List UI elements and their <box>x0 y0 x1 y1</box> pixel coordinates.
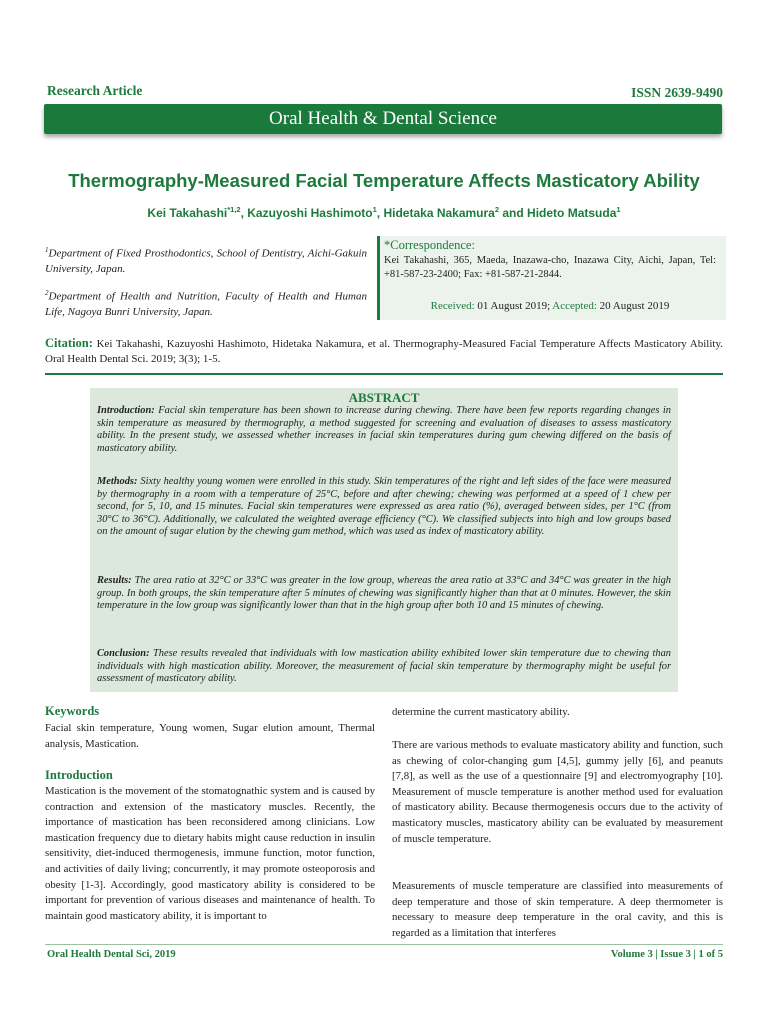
author-separator: and <box>499 206 528 220</box>
body-paragraph: Measurements of muscle temperature are classified into measurements of deep temperature and those of skin temperature. A deep thermometer is necessary to measure deep temperature in the oral cavity, and this is regarded as a limitation that interferes <box>392 880 723 939</box>
abstract-label: Results: <box>97 575 132 586</box>
abstract-label: Introduction: <box>97 405 155 416</box>
journal-name: Oral Health & Dental Science <box>269 108 497 129</box>
abstract-paragraph <box>97 575 671 613</box>
footer-divider <box>45 944 723 945</box>
correspondence-heading: *Correspondence: <box>384 238 475 252</box>
author-name: Hidetaka Nakamura <box>383 206 495 220</box>
paper-title: Thermography-Measured Facial Temperature Affects Masticatory Ability <box>68 170 700 191</box>
affiliation-mark: 1 <box>45 246 49 254</box>
keywords-heading: Keywords <box>45 704 100 718</box>
abstract-paragraph <box>97 405 671 455</box>
footer-pagination: Volume 3 | Issue 3 | 1 of 5 <box>610 949 723 960</box>
issn: ISSN 2639-9490 <box>631 85 723 100</box>
citation <box>45 336 723 367</box>
author-separator: , <box>376 206 384 220</box>
footer-journal: Oral Health Dental Sci, 2019 <box>47 949 176 960</box>
affiliation-mark: 2 <box>45 289 49 297</box>
author-affiliation-mark: 1 <box>616 205 621 214</box>
divider <box>45 373 723 375</box>
author-name: Hideto Matsuda <box>527 206 617 220</box>
dates-line <box>377 300 723 312</box>
author-affiliation-mark: 2 <box>494 205 500 214</box>
abstract-heading: ABSTRACT <box>348 390 420 405</box>
author-name: Kazuyoshi Hashimoto <box>247 206 373 220</box>
abstract-text: Facial skin temperature has been shown to increase during chewing. There have been few reports regarding changes in skin temperature as measured by thermography, a method suggested for screening and evaluation of diseases to assess masticatory ability. In the present study, we assessed whether increases in facial skin temperatures during gum chewing differed on the basis of masticatory ability. <box>97 405 671 454</box>
article-type: Research Article <box>47 83 143 98</box>
accepted-label: Accepted: <box>552 300 597 312</box>
affiliation-text: Department of Fixed Prosthodontics, School of Dentistry, Aichi-Gakuin University, Japan. <box>45 247 367 275</box>
journal-banner <box>44 104 722 134</box>
author-list <box>30 205 738 220</box>
affiliation <box>45 286 367 320</box>
received-date: 01 August 2019; <box>477 300 551 312</box>
body-paragraph: There are various methods to evaluate masticatory ability and function, such as chewing of color-changing gum [4,5], gummy jelly [6], and peanuts [7,8], as well as the use of a questionnaire [9] and electromyography [10]. Measurement of muscle temperature is another method used for evaluation of masticatory ability. Because thermogenesis occurs due to the activity of masticatory muscles, masticatory ability can be evaluated by measurement of muscle temperature. <box>392 739 723 845</box>
abstract-paragraph <box>97 476 671 539</box>
abstract-paragraph <box>97 648 671 686</box>
author-affiliation-mark: *1,2 <box>227 205 241 214</box>
affiliation-text: Department of Health and Nutrition, Faculty of Health and Human Life, Nagoya Bunri University, Japan. <box>45 290 367 318</box>
correspondence-text: Kei Takahashi, 365, Maeda, Inazawa-cho, Inazawa City, Aichi, Japan, Tel: +81-587-23-2400; Fax: +81-587-21-2844. <box>384 255 716 280</box>
introduction-heading: Introduction <box>45 768 113 782</box>
abstract-label: Conclusion: <box>97 648 150 659</box>
abstract-text: The area ratio at 32°C or 33°C was greater in the low group, whereas the area ratio at 33°C and 34°C was greater in the high group. In both groups, the skin temperature after 5 minutes of chewing was significantly higher than that at 0 minutes. However, the skin temperature in the low group was significantly lower than that in the high group after both 10 and 15 minutes of chewing. <box>97 575 671 612</box>
introduction-text: Mastication is the movement of the stomatognathic system and is caused by contraction and extension of the masticatory muscles. Recently, the importance of mastication has been reconsidered among clinicians. Low mastication frequency due to dietary habits might cause reduction in insulin sensitivity, diet-induced thermogenesis, immune function, motor function, and activities of daily living; concurrently, it may promote osteoporosis and obesity [1-3]. Accordingly, good masticatory ability is considered to be important for prevention of various diseases and maintenance of health. To maintain good masticatory ability, it is important to <box>45 785 375 922</box>
body-paragraph: determine the current masticatory ability. <box>392 706 570 718</box>
citation-text: Kei Takahashi, Kazuyoshi Hashimoto, Hidetaka Nakamura, et al. Thermography-Measured Facial Temperature Affects Masticatory Ability. Oral Health Dental Sci. 2019; 3(3); 1-5. <box>45 338 724 365</box>
abstract-label: Methods: <box>97 476 138 487</box>
citation-label: Citation: <box>45 336 93 350</box>
author-separator: , <box>240 206 248 220</box>
abstract-text: These results revealed that individuals with low mastication ability exhibited lower skin temperature due to chewing than individuals with high mastication ability. Moreover, the measurement of facial skin temperature by thermography might be useful for assessment of masticatory ability. <box>97 648 671 685</box>
author-affiliation-mark: 1 <box>372 205 377 214</box>
accepted-date: 20 August 2019 <box>599 300 670 312</box>
author-name: Kei Takahashi <box>147 206 228 220</box>
affiliation <box>45 243 367 277</box>
received-label: Received: <box>430 300 475 312</box>
abstract-text: Sixty healthy young women were enrolled in this study. Skin temperatures of the right and left sides of the face were measured by thermography in a room with a temperature of 25°C, before and after chewing; chewing was performed at a speed of 1 chew per second, for 5, 10, and 15 minutes. Facial skin temperatures were expressed as area ratio (%), averaged between sides, per 1°C (from 30°C to 36°C). Additionally, we calculated the weighted average efficiency (°C). We classified subjects into high and low groups based on the amount of sugar elution by the chewing gum method, which was used as index of masticatory ability. <box>97 476 671 538</box>
keywords-text: Facial skin temperature, Young women, Sugar elution amount, Thermal analysis, Mastication. <box>45 722 375 750</box>
